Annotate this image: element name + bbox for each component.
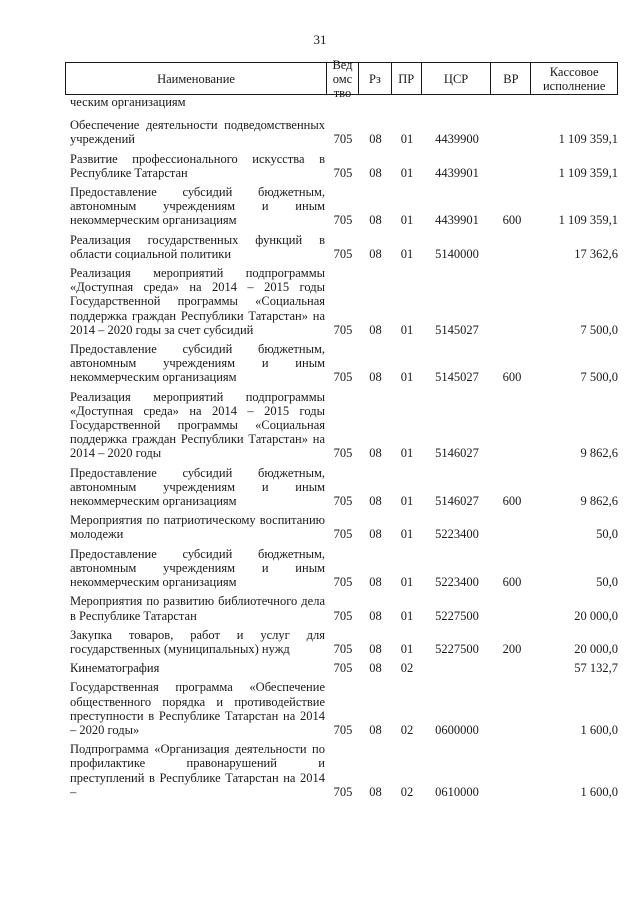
page-number: 31 [313, 32, 327, 47]
row-csr: 5145027 [435, 322, 479, 337]
row-csr: 4439901 [435, 165, 479, 180]
row-sum: 57 132,7 [574, 661, 618, 676]
row-name: Предоставление субсидий бюджетным, автономным учреждениям и иным некоммерческим организациям [70, 185, 325, 228]
row-sum: 7 500,0 [580, 322, 618, 337]
row-csr: 0600000 [435, 722, 479, 737]
row-vr: 600 [502, 494, 522, 509]
table-row [65, 266, 618, 337]
row-ved: 705 [333, 661, 353, 676]
row-pr: 01 [400, 370, 414, 385]
row-rz: 08 [369, 608, 382, 623]
row-vr: 600 [502, 575, 522, 590]
row-name: Предоставление субсидий бюджетным, автономным учреждениям и иным некоммерческим организациям [70, 546, 325, 590]
row-name: Обеспечение деятельности подведомственных учреждений [70, 118, 325, 147]
row-rz: 08 [369, 494, 382, 509]
row-pr: 01 [400, 494, 414, 509]
table-row [65, 513, 618, 541]
row-ved: 705 [333, 575, 353, 590]
row-sum: 17 362,6 [574, 246, 618, 261]
row-pr: 01 [400, 132, 414, 147]
row-name: Мероприятия по развитию библиотечного дела в Республике Татарстан [70, 594, 325, 623]
row-name: Подпрограмма «Организация деятельности по профилактике правонарушений и преступлений в Республике Татарстан на 2014 – [70, 742, 325, 799]
table-row [65, 118, 618, 146]
row-ved: 705 [333, 494, 353, 509]
row-name: Предоставление субсидий бюджетным, автономным учреждениям и иным некоммерческим организациям [70, 342, 325, 385]
row-ved: 705 [333, 132, 353, 147]
row-ved: 705 [333, 446, 353, 461]
row-sum: 50,0 [596, 575, 618, 590]
header-pr: ПР [392, 63, 422, 94]
row-sum: 1 600,0 [580, 784, 618, 799]
row-rz: 08 [369, 132, 382, 147]
row-sum: 1 600,0 [580, 722, 618, 737]
row-csr: 5227500 [435, 608, 479, 623]
header-csr: ЦСР [422, 63, 492, 94]
row-csr: 4439900 [435, 132, 479, 147]
header-rz: Рз [359, 63, 392, 94]
row-ved: 705 [333, 213, 353, 228]
row-name: Предоставление субсидий бюджетным, автономным учреждениям и иным некоммерческим организациям [70, 465, 325, 509]
row-sum: 1 109 359,1 [558, 213, 618, 228]
row-ved: 705 [333, 246, 353, 261]
row-name: Реализация государственных функций в области социальной политики [70, 232, 325, 261]
row-name: ческим организациям [70, 95, 186, 109]
row-name: Кинематография [70, 661, 160, 676]
table-row [65, 466, 618, 509]
row-ved: 705 [333, 784, 353, 799]
table-row [65, 547, 618, 590]
row-sum: 9 862,6 [580, 494, 618, 509]
row-csr: 5223400 [435, 527, 479, 542]
table-body [65, 95, 618, 804]
row-csr: 5223400 [435, 575, 479, 590]
table-row [65, 742, 618, 799]
table-row [65, 390, 618, 461]
table-row [65, 680, 618, 737]
header-name: Наименование [66, 63, 327, 94]
row-rz: 08 [369, 641, 382, 656]
row-sum: 7 500,0 [580, 370, 618, 385]
row-ved: 705 [333, 722, 353, 737]
row-ved: 705 [333, 322, 353, 337]
table-row [65, 233, 618, 261]
row-ved: 705 [333, 165, 353, 180]
row-name: Государственная программа «Обеспечение общественного порядка и противодействие преступности в Республике Татарстан на 2014 – 2020 годы» [70, 680, 325, 737]
row-pr: 01 [400, 575, 414, 590]
row-pr: 02 [400, 722, 414, 737]
row-name: Развитие профессионального искусства в Республике Татарстан [70, 151, 325, 180]
row-name: Мероприятия по патриотическому воспитанию молодежи [70, 513, 325, 542]
row-name: Закупка товаров, работ и услуг для государственных (муниципальных) нужд [70, 627, 325, 656]
row-vr: 600 [502, 213, 522, 228]
row-vr: 600 [502, 370, 522, 385]
row-csr: 5227500 [435, 641, 479, 656]
row-pr: 01 [400, 641, 414, 656]
table-row [65, 185, 618, 228]
row-sum: 50,0 [596, 527, 618, 542]
row-pr: 02 [400, 784, 414, 799]
row-csr: 5140000 [435, 246, 479, 261]
row-rz: 08 [369, 784, 382, 799]
row-pr: 01 [400, 213, 414, 228]
row-pr: 02 [400, 661, 414, 676]
row-sum: 9 862,6 [580, 446, 618, 461]
row-rz: 08 [369, 661, 382, 676]
row-rz: 08 [369, 527, 382, 542]
header-ved [327, 57, 359, 100]
table-row [65, 95, 618, 109]
row-vr: 200 [502, 641, 522, 656]
row-name: Реализация мероприятий подпрограммы «Доступная среда» на 2014 – 2015 годы Государственной программы «Социальная поддержка граждан Республики Татарстан» на 2014 – 2020 годы за счет субсидий [70, 266, 325, 337]
row-sum: 1 109 359,1 [558, 165, 618, 180]
row-pr: 01 [400, 527, 414, 542]
row-rz: 08 [369, 446, 382, 461]
row-csr: 5146027 [435, 494, 479, 509]
row-rz: 08 [369, 322, 382, 337]
row-pr: 01 [400, 246, 414, 261]
header-vr: ВР [491, 63, 531, 94]
header-ved-label: Ведомство [332, 57, 353, 100]
row-rz: 08 [369, 575, 382, 590]
row-name: Реализация мероприятий подпрограммы «Доступная среда» на 2014 – 2015 годы Государственной программы «Социальная поддержка граждан Республики Татарстан» на 2014 – 2020 годы [70, 389, 325, 461]
row-rz: 08 [369, 370, 382, 385]
header-sum: Кассовое исполнение [542, 64, 606, 93]
table-row [65, 628, 618, 656]
table-row [65, 342, 618, 385]
row-rz: 08 [369, 165, 382, 180]
row-ved: 705 [333, 608, 353, 623]
table-row [65, 594, 618, 622]
row-csr: 0610000 [435, 784, 479, 799]
table-row [65, 661, 618, 675]
row-csr: 5146027 [435, 446, 479, 461]
row-pr: 01 [400, 446, 414, 461]
table-row [65, 152, 618, 180]
row-rz: 08 [369, 213, 382, 228]
row-csr: 5145027 [435, 370, 479, 385]
row-sum: 20 000,0 [574, 641, 618, 656]
row-sum: 20 000,0 [574, 608, 618, 623]
row-ved: 705 [333, 641, 353, 656]
row-rz: 08 [369, 722, 382, 737]
row-pr: 01 [400, 322, 414, 337]
row-ved: 705 [333, 370, 353, 385]
row-pr: 01 [400, 608, 414, 623]
row-csr: 4439901 [435, 213, 479, 228]
row-sum: 1 109 359,1 [558, 132, 618, 147]
row-rz: 08 [369, 246, 382, 261]
row-ved: 705 [333, 527, 353, 542]
row-pr: 01 [400, 165, 414, 180]
table-header [65, 57, 618, 100]
